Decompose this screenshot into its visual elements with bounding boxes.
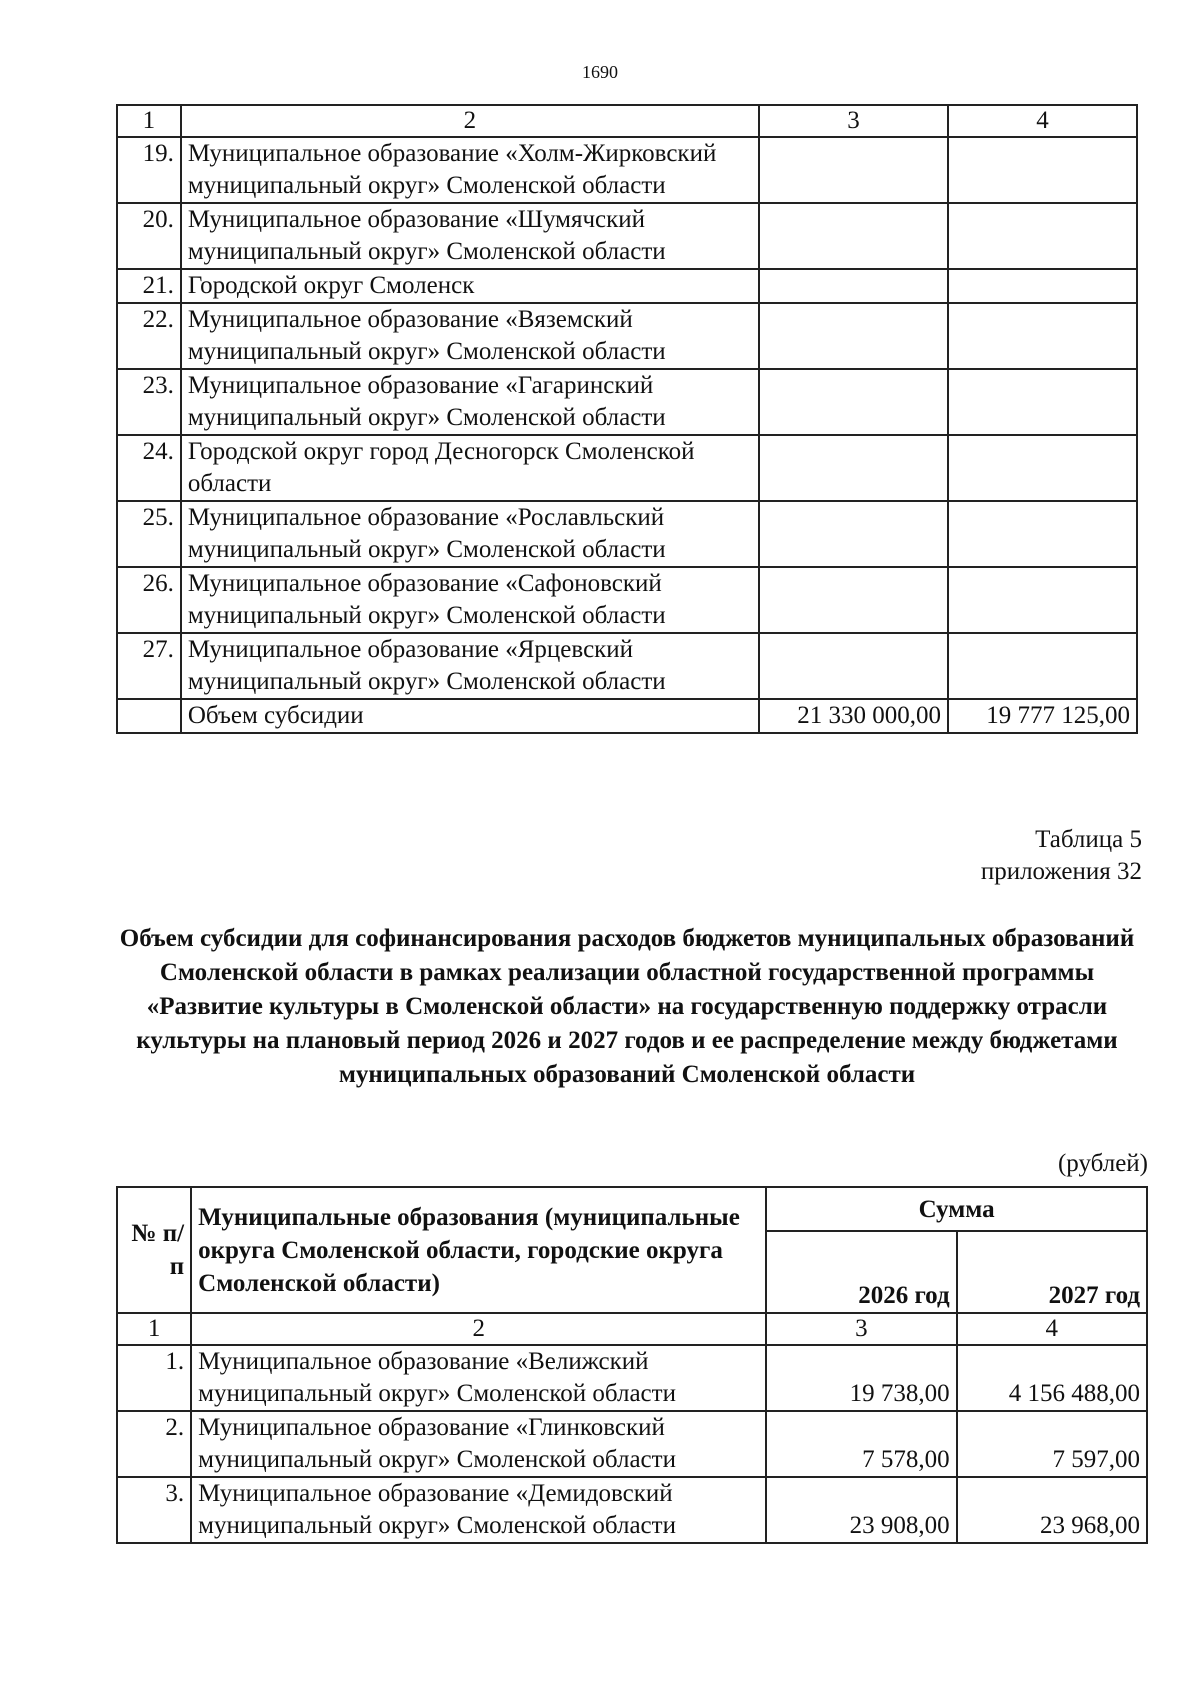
- header-row: [117, 1187, 1147, 1231]
- header-year-2026: 2026 год: [766, 1231, 956, 1313]
- municipality-name: Муниципальное образование «Вяземский муниципальный округ» Смоленской области: [181, 303, 759, 369]
- value-2026: [759, 567, 948, 633]
- header-municipalities: Муниципальные образования (муниципальные округа Смоленской области, городские округа Смоленской области): [191, 1187, 766, 1313]
- header-year-2027: 2027 год: [957, 1231, 1147, 1313]
- value-2027: [948, 269, 1137, 303]
- municipality-name: Муниципальное образование «Демидовский муниципальный округ» Смоленской области: [191, 1477, 766, 1543]
- total-label: Объем субсидии: [181, 699, 759, 733]
- row-number: 26.: [117, 567, 181, 633]
- value-2027: [948, 137, 1137, 203]
- row-number: [117, 699, 181, 733]
- table-row: [117, 369, 1137, 435]
- column-number: 2: [191, 1313, 766, 1345]
- municipality-name: Муниципальное образование «Велижский муниципальный округ» Смоленской области: [191, 1345, 766, 1411]
- subsidy-distribution-table: [116, 1186, 1148, 1544]
- table-row: [117, 269, 1137, 303]
- column-number-row: [117, 105, 1137, 137]
- municipality-name: Муниципальное образование «Сафоновский муниципальный округ» Смоленской области: [181, 567, 759, 633]
- column-number: 3: [759, 105, 948, 137]
- value-2026: [759, 633, 948, 699]
- table-row: [117, 137, 1137, 203]
- municipality-name: Муниципальное образование «Рославльский муниципальный округ» Смоленской области: [181, 501, 759, 567]
- value-2026: 7 578,00: [766, 1411, 956, 1477]
- column-number: 2: [181, 105, 759, 137]
- table-row: [117, 567, 1137, 633]
- value-2026: 23 908,00: [766, 1477, 956, 1543]
- column-number: 3: [766, 1313, 956, 1345]
- municipality-name: Муниципальное образование «Глинковский муниципальный округ» Смоленской области: [191, 1411, 766, 1477]
- column-number-row: [117, 1313, 1147, 1345]
- municipality-name: Муниципальное образование «Холм-Жирковский муниципальный округ» Смоленской области: [181, 137, 759, 203]
- value-2026: [759, 303, 948, 369]
- column-number: 4: [948, 105, 1137, 137]
- page-number: 1690: [582, 62, 618, 82]
- total-2026: 21 330 000,00: [759, 699, 948, 733]
- municipality-name: Муниципальное образование «Шумячский муниципальный округ» Смоленской области: [181, 203, 759, 269]
- value-2026: [759, 369, 948, 435]
- table-row: [117, 501, 1137, 567]
- row-number: 24.: [117, 435, 181, 501]
- row-number: 23.: [117, 369, 181, 435]
- municipality-name: Городской округ город Десногорск Смоленской области: [181, 435, 759, 501]
- table-row: [117, 435, 1137, 501]
- table-title: Объем субсидии для софинансирования расходов бюджетов муниципальных образований Смоленской области в рамках реализации областной государственной программы «Развитие культуры в Смоленской области» на государственную поддержку отрасли культуры на плановый период 2026 и 2027 годов и ее распределение между бюджетами муниципальных образований Смоленской области: [119, 925, 1135, 1088]
- subsidy-table-continued: [116, 104, 1138, 734]
- header-number: № п/п: [117, 1187, 191, 1313]
- table-row: [117, 203, 1137, 269]
- row-number: 20.: [117, 203, 181, 269]
- municipality-name: Муниципальное образование «Ярцевский муниципальный округ» Смоленской области: [181, 633, 759, 699]
- value-2027: [948, 567, 1137, 633]
- total-2027: 19 777 125,00: [948, 699, 1137, 733]
- value-2026: [759, 269, 948, 303]
- table-row: [117, 303, 1137, 369]
- table-row: [117, 633, 1137, 699]
- row-number: 1.: [117, 1345, 191, 1411]
- value-2026: [759, 203, 948, 269]
- row-number: 2.: [117, 1411, 191, 1477]
- header-sum: Сумма: [766, 1187, 1147, 1231]
- value-2027: [948, 633, 1137, 699]
- municipality-name: Городской округ Смоленск: [181, 269, 759, 303]
- value-2027: [948, 203, 1137, 269]
- row-number: 19.: [117, 137, 181, 203]
- row-number: 25.: [117, 501, 181, 567]
- row-number: 27.: [117, 633, 181, 699]
- value-2026: [759, 435, 948, 501]
- municipality-name: Муниципальное образование «Гагаринский муниципальный округ» Смоленской области: [181, 369, 759, 435]
- row-number: 3.: [117, 1477, 191, 1543]
- column-number: 1: [117, 1313, 191, 1345]
- table-row: [117, 1345, 1147, 1411]
- appendix-number: приложения 32: [980, 858, 1142, 885]
- row-number: 21.: [117, 269, 181, 303]
- table-reference: [981, 824, 1142, 888]
- units-label: (рублей): [1057, 1150, 1148, 1177]
- table-row: [117, 1411, 1147, 1477]
- total-row: [117, 699, 1137, 733]
- value-2026: [759, 137, 948, 203]
- value-2027: 23 968,00: [957, 1477, 1147, 1543]
- value-2027: 4 156 488,00: [957, 1345, 1147, 1411]
- value-2027: 7 597,00: [957, 1411, 1147, 1477]
- value-2027: [948, 369, 1137, 435]
- column-number: 1: [117, 105, 181, 137]
- value-2026: 19 738,00: [766, 1345, 956, 1411]
- value-2027: [948, 303, 1137, 369]
- row-number: 22.: [117, 303, 181, 369]
- value-2027: [948, 435, 1137, 501]
- table-row: [117, 1477, 1147, 1543]
- column-number: 4: [957, 1313, 1147, 1345]
- value-2026: [759, 501, 948, 567]
- value-2027: [948, 501, 1137, 567]
- table-number: Таблица 5: [1035, 826, 1142, 853]
